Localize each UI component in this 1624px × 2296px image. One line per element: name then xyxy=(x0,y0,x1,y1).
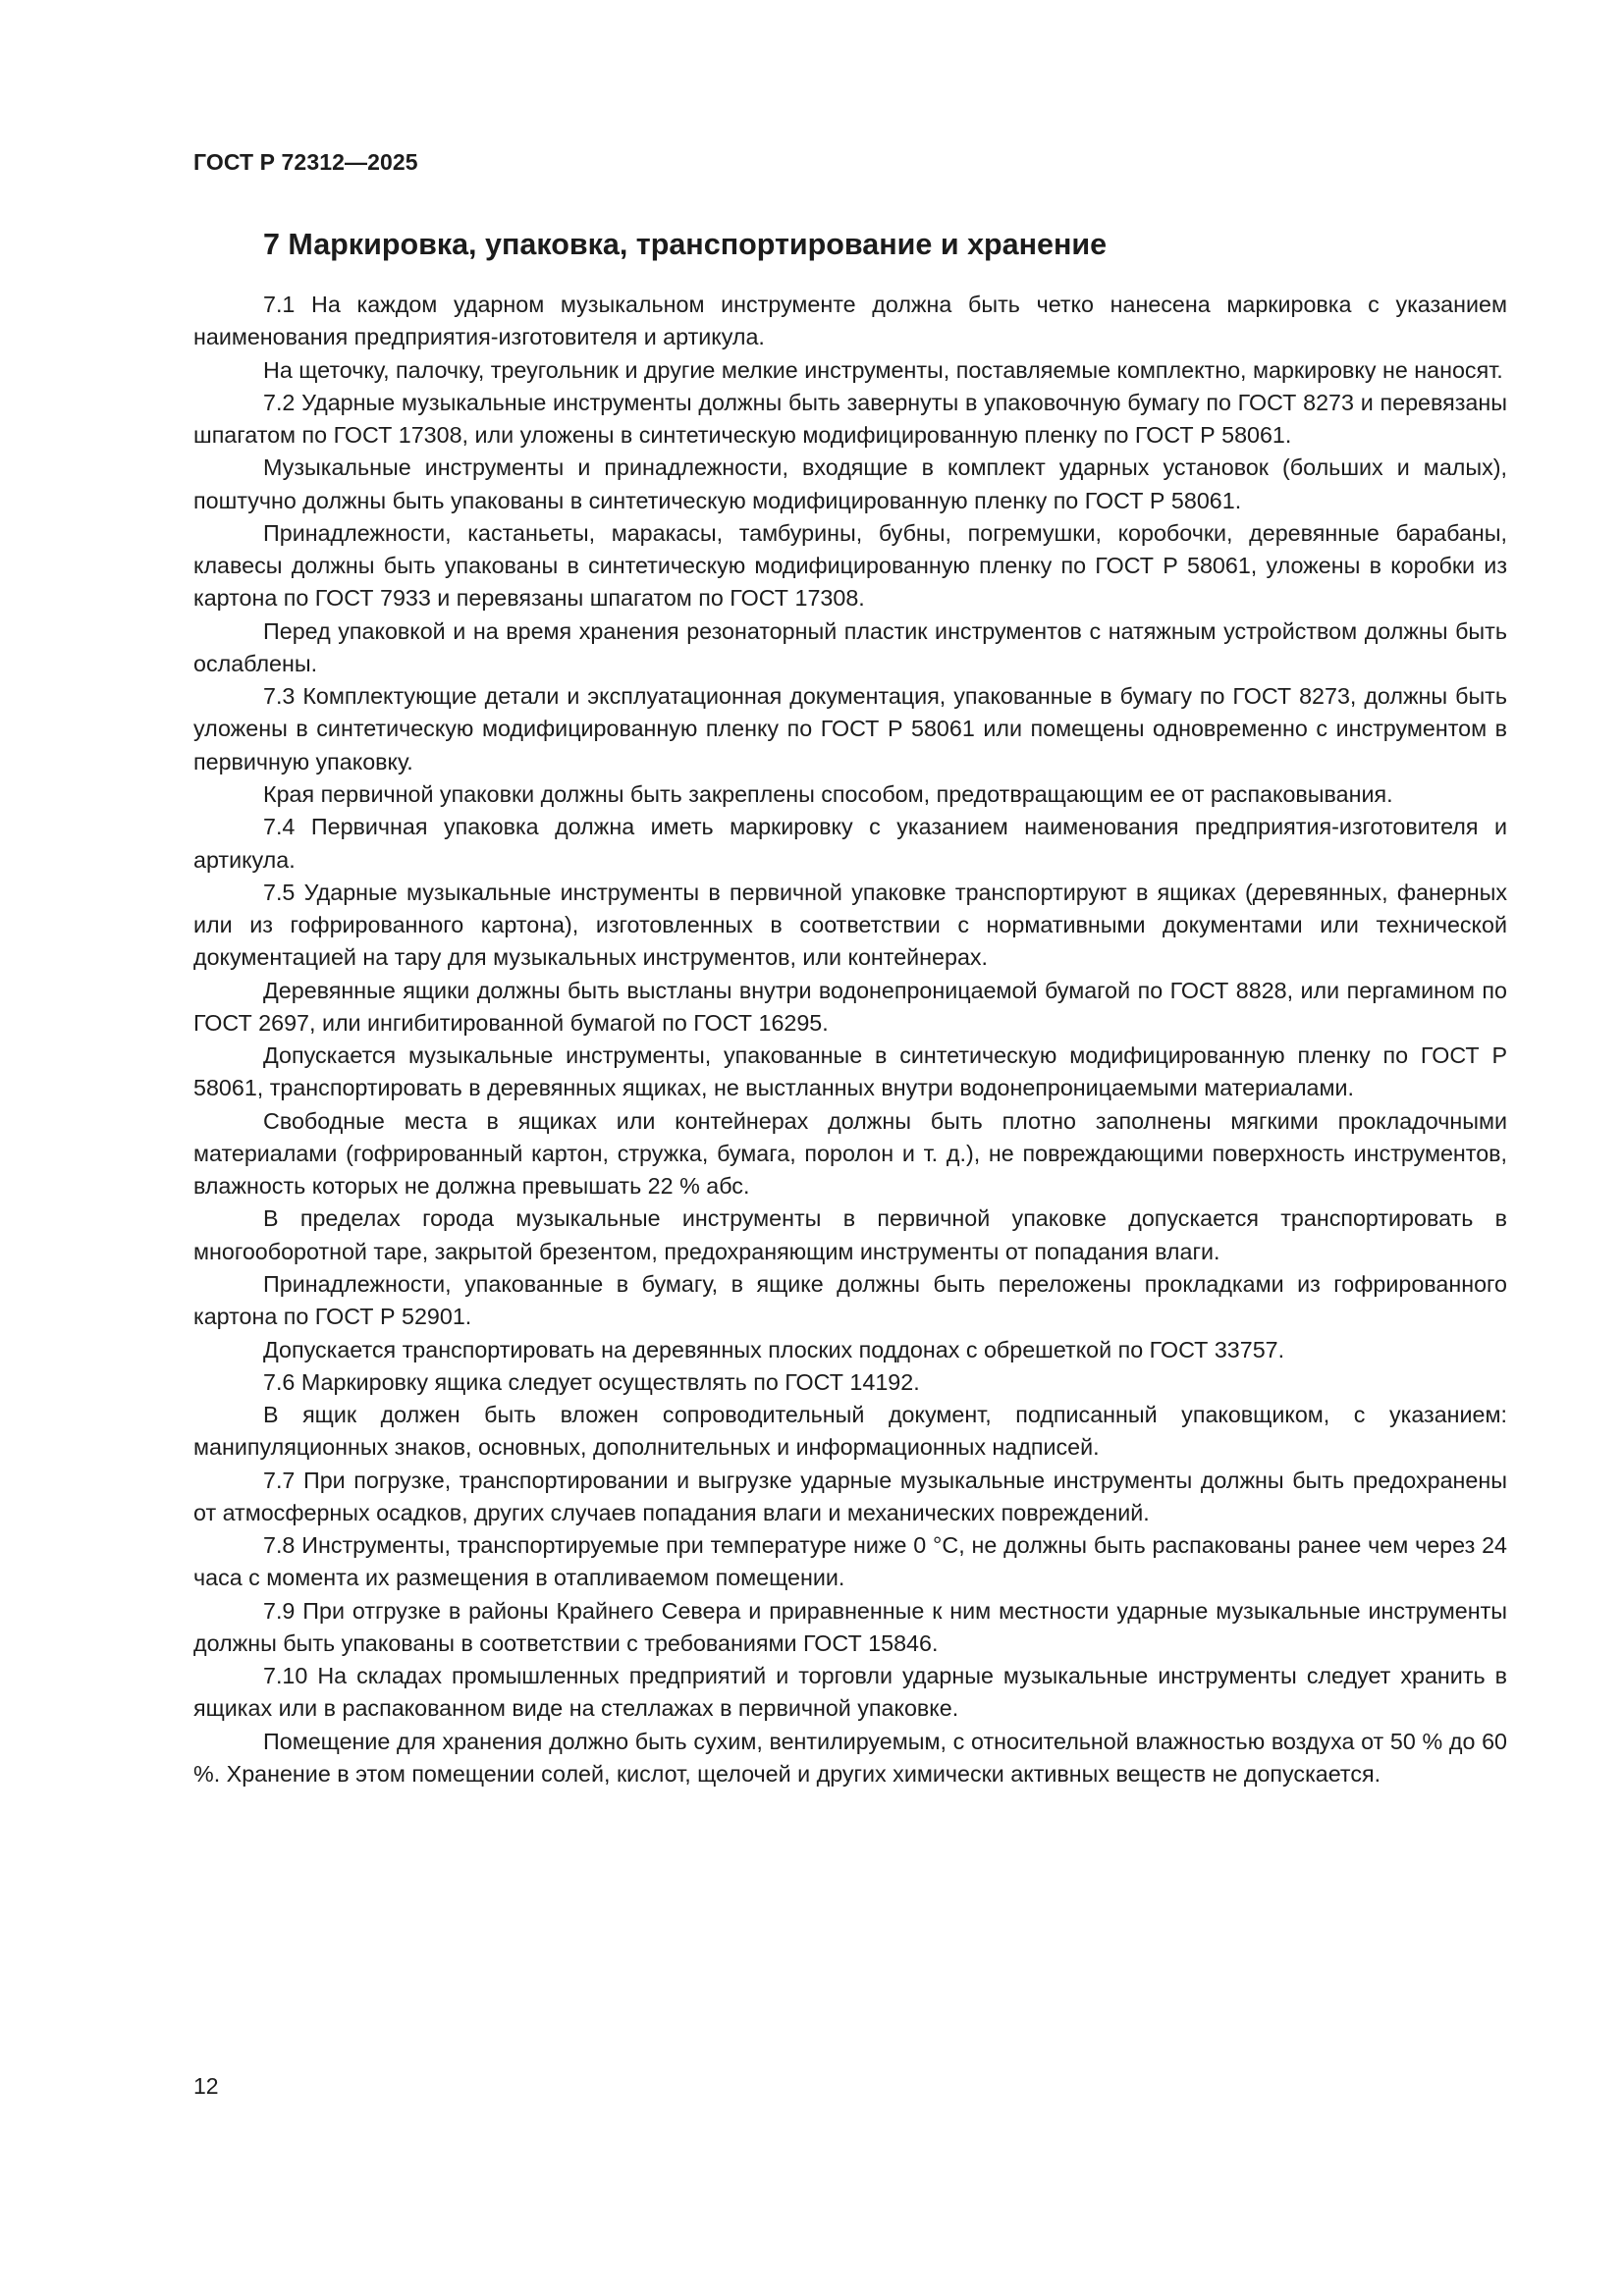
document-header: ГОСТ Р 72312—2025 xyxy=(193,149,418,175)
paragraph: Свободные места в ящиках или контейнерах должны быть плотно заполнены мягкими прокладочными материалами (гофрированный картон, стружка, бумага, поролон и т. д.), не повреждающими поверхность инструментов, влажность которых не должна превышать 22 % абс. xyxy=(193,1107,1507,1200)
paragraph: Допускается музыкальные инструменты, упакованные в синтетическую модифицированную пленку по ГОСТ Р 58061, транспортировать в деревянных ящиках, не выстланных внутри водонепроницаемыми материалами. xyxy=(193,1042,1507,1101)
paragraph-7-1: 7.1 На каждом ударном музыкальном инструменте должна быть четко нанесена маркировка с указанием наименования предприятия-изготовителя и артикула. xyxy=(193,292,1507,350)
section-title: 7 Маркировка, упаковка, транспортирование и хранение xyxy=(263,228,1108,261)
paragraph-7-7: 7.7 При погрузке, транспортировании и выгрузке ударные музыкальные инструменты должны быть предохранены от атмосферных осадков, других случаев попадания влаги и механических повреждений. xyxy=(193,1467,1507,1525)
paragraph: Края первичной упаковки должны быть закреплены способом, предотвращающим ее от распаковывания. xyxy=(263,780,1393,807)
paragraph: На щеточку, палочку, треугольник и другие мелкие инструменты, поставляемые комплектно, маркировку не наносят. xyxy=(263,356,1503,383)
page-number: 12 xyxy=(193,2073,219,2099)
paragraph: В пределах города музыкальные инструменты в первичной упаковке допускается транспортировать в многооборотной таре, закрытой брезентом, предохраняющим инструменты от попадания влаги. xyxy=(193,1205,1507,1264)
paragraph-7-8: 7.8 Инструменты, транспортируемые при температуре ниже 0 °С, не должны быть распакованы ранее чем через 24 часа с момента их размещения в отапливаемом помещении. xyxy=(193,1532,1507,1591)
paragraph-7-2: 7.2 Ударные музыкальные инструменты должны быть завернуты в упаковочную бумагу по ГОСТ 8273 и перевязаны шпагатом по ГОСТ 17308, или уложены в синтетическую модифицированную пленку по ГОСТ Р 58061. xyxy=(193,389,1507,449)
paragraph: Помещение для хранения должно быть сухим, вентилируемым, с относительной влажностью воздуха от 50 % до 60 %. Хранение в этом помещении солей, кислот, щелочей и других химически активных веществ не допускается. xyxy=(193,1728,1507,1787)
paragraph: Музыкальные инструменты и принадлежности, входящие в комплект ударных установок (больших и малых), поштучно должны быть упакованы в синтетическую модифицированную пленку по ГОСТ Р 58061. xyxy=(193,454,1507,513)
paragraph-7-5: 7.5 Ударные музыкальные инструменты в первичной упаковке транспортируют в ящиках (деревянных, фанерных или из гофрированного картона), изготовленных в соответствии с нормативными документами или технической документацией на тару для музыкальных инструментов, или контейнерах. xyxy=(193,879,1507,971)
paragraph-7-3: 7.3 Комплектующие детали и эксплуатационная документация, упакованные в бумагу по ГОСТ 8273, должны быть уложены в синтетическую модифицированную пленку по ГОСТ Р 58061 или помещены одновременно с инструментом в первичную упаковку. xyxy=(193,683,1507,774)
paragraph-7-4: 7.4 Первичная упаковка должна иметь маркировку с указанием наименования предприятия-изготовителя и артикула. xyxy=(193,814,1507,873)
paragraph: Принадлежности, упакованные в бумагу, в ящике должны быть переложены прокладками из гофрированного картона по ГОСТ Р 52901. xyxy=(193,1270,1507,1330)
paragraph: Допускается транспортировать на деревянных плоских поддонах с обрешеткой по ГОСТ 33757. xyxy=(263,1336,1285,1362)
paragraph-7-6: 7.6 Маркировку ящика следует осуществлять по ГОСТ 14192. xyxy=(263,1368,920,1395)
paragraph-7-10: 7.10 На складах промышленных предприятий и торговли ударные музыкальные инструменты следует хранить в ящиках или в распакованном виде на стеллажах в первичной упаковке. xyxy=(193,1663,1507,1722)
paragraph: Деревянные ящики должны быть выстланы внутри водонепроницаемой бумагой по ГОСТ 8828, или пергамином по ГОСТ 2697, или ингибитированной бумагой по ГОСТ 16295. xyxy=(193,977,1507,1036)
paragraph: Перед упаковкой и на время хранения резонаторный пластик инструментов с натяжным устройством должны быть ослаблены. xyxy=(193,617,1507,676)
paragraph: В ящик должен быть вложен сопроводительный документ, подписанный упаковщиком, с указанием: манипуляционных знаков, основных, дополнительных и информационных надписей. xyxy=(193,1402,1507,1461)
paragraph-7-9: 7.9 При отгрузке в районы Крайнего Севера и приравненные к ним местности ударные музыкальные инструменты должны быть упакованы в соответствии с требованиями ГОСТ 15846. xyxy=(193,1597,1507,1656)
section-body xyxy=(193,289,1507,1790)
paragraph: Принадлежности, кастаньеты, маракасы, тамбурины, бубны, погремушки, коробочки, деревянные барабаны, клавесы должны быть упакованы в синтетическую модифицированную пленку по ГОСТ Р 58061, уложены в коробки из картона по ГОСТ 7933 и перевязаны шпагатом по ГОСТ 17308. xyxy=(193,519,1507,612)
